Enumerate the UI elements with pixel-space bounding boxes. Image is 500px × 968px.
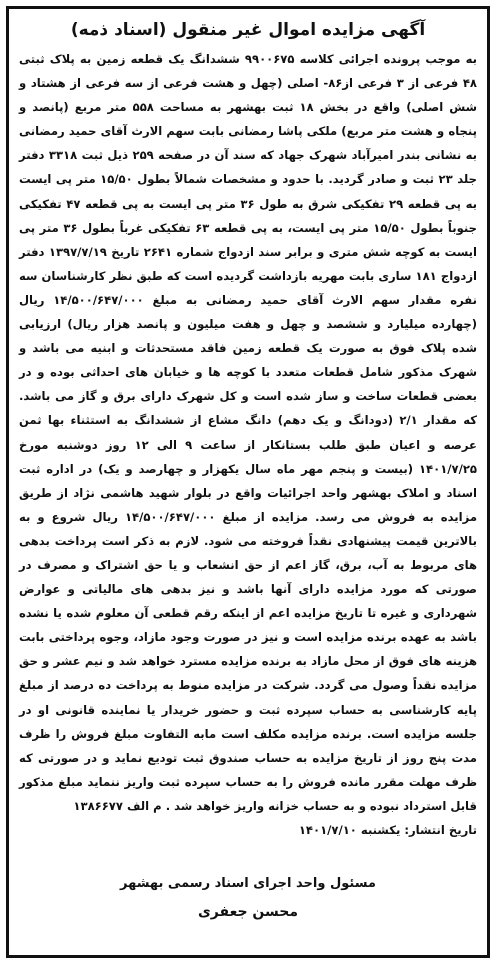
notice-body [19,47,477,842]
signature-block [19,870,477,926]
publish-date: تاریخ انتشار: یکشنبه ۱۴۰۱/۷/۱۰ [298,823,477,837]
signatory-title: مسئول واحد اجرای اسناد رسمی بهشهر [120,876,376,892]
notice-frame [6,6,490,958]
notice-title: آگهی مزایده اموال غیر منقول (اسناد ذمه) [70,20,426,40]
notice-paragraph: به موجب پرونده اجرائی کلاسه ۹۹۰۰۶۷۵ ششدانگ یک قطعه زمین به پلاک ثبتی ۴۸ فرعی از ۳ فرعی از۸۶- اصلی (چهل و هشت فرعی از سه فرعی از هشتاد و شش اصلی) واقع در بخش ۱۸ ثبت بهشهر به مساحت ۵۵۸ متر مربع (پانصد و پنجاه و هشت متر مربع) ملکی پاشا رمضانی بابت سهم الارث آقای حمید رمضانی به نشانی بندر امیرآباد شهرک جهاد که سند آن در صفحه ۲۵۹ ذیل ثبت ۳۳۱۸ دفتر جلد ۲۳ ثبت و صادر گردید. با حدود و مشخصات شمالاً بطول ۱۵/۵۰ متر پی ایست به پی قطعه ۲۹ تفکیکی شرق به طول ۳۶ متر پی ایست به پی قطعه ۴۷ تفکیکی جنوباً بطول ۱۵/۵۰ متر پی ایست، به پی قطعه ۶۳ تفکیکی غرباً بطول ۳۶ متر پی ایست به کوچه شش متری و برابر سند ازدواج شماره ۲۶۴۱ تاریخ ۱۳۹۷/۷/۱۹ دفتر ازدواج ۱۸۱ ساری بابت مهریه بازداشت گردیده است که طبق نظر کارشناسان سه نفره مقدار سهم الارث آقای حمید رمضانی به مبلغ ۱۴/۵۰۰/۶۴۷/۰۰۰ ریال (چهارده میلیارد و ششصد و چهل و هفت میلیون و پانصد هزار ریال) ارزیابی شده پلاک فوق به صورت یک قطعه زمین فاقد مستحدثات و ابنیه می باشد و شهرک مذکور شامل قطعات متعدد با کوچه ها و خیابان های احداثی بوده و در بعضی قطعات ساخت و ساز شده است و کل شهرک دارای برق و گاز می باشد. که مقدار ۲/۱ (دودانگ و یک دهم) دانگ مشاع از ششدانگ به استثناء بها ثمن عرصه و اعیان طبق طلب بستانکار از ساعت ۹ الی ۱۲ روز دوشنبه مورخ ۱۴۰۱/۷/۲۵ (بیست و پنجم مهر ماه سال یکهزار و چهارصد و یک) در اداره ثبت اسناد و املاک بهشهر واحد اجرائیات واقع در بلوار شهید هاشمی نژاد از طریق مزایده به فروش می رسد. مزایده از مبلغ ۱۴/۵۰۰/۶۴۷/۰۰۰ ریال شروع و به بالاترین قیمت پیشنهادی نقداً فروخته می شود. لازم به ذکر است پرداخت بدهی های مربوط به آب، برق، گاز اعم از حق انشعاب و یا حق اشتراک و مصرف در صورتی که مورد مزایده دارای آنها باشد و نیز بدهی های مالیاتی و عوارض شهرداری و غیره تا تاریخ مزایده اعم از اینکه رقم قطعی آن معلوم شده یا نشده باشد به عهده برنده مزایده است و نیز در صورت وجود مازاد، وجوه پرداختی بابت هزینه های فوق از محل مازاد به برنده مزایده مسترد خواهد شد و نیم عشر و حق مزایده نقداً وصول می گردد. شرکت در مزایده منوط به پرداخت ده درصد از مبلغ پایه کارشناسی به حساب سپرده ثبت و حضور خریدار یا نماینده قانونی او در جلسه مزایده است. برنده مزایده مکلف است مابه التفاوت مبلغ فروش را ظرف مدت پنج روز از تاریخ مزایده به حساب صندوق ثبت تودیع نماید و در صورتی که ظرف مهلت مقرر مانده فروش را به حساب سپرده ثبت واریز ننماید مبلغ مذکور قابل استرداد نبوده و به حساب خزانه واریز خواهد شد . م الف ۱۳۸۶۶۷۷ [19,52,478,813]
signatory-name: محسن جعفری [197,904,299,921]
